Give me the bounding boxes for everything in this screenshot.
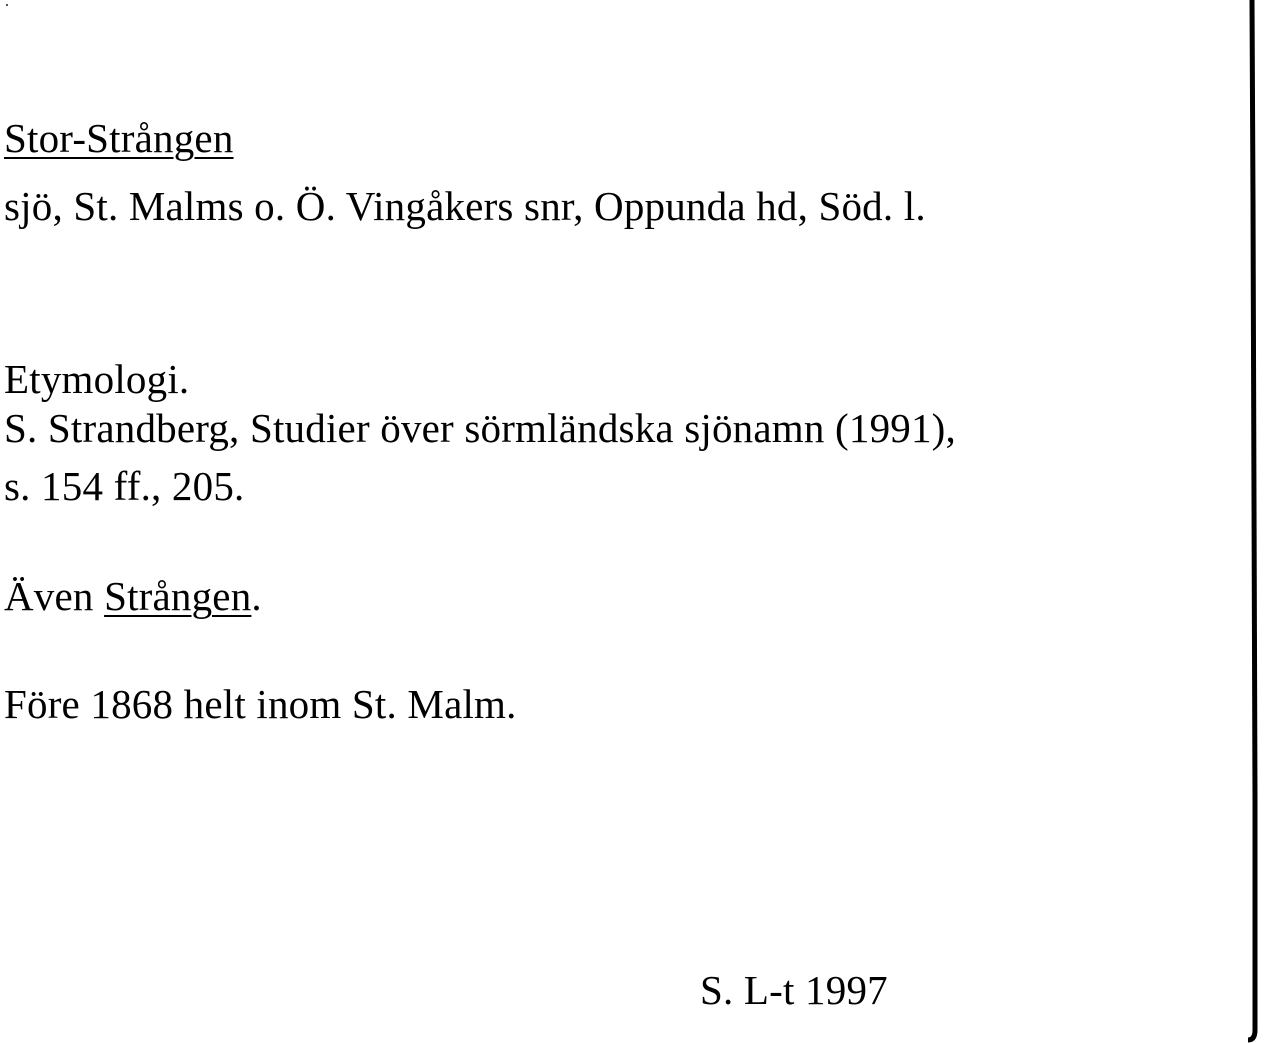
scan-speck (6, 4, 8, 6)
note: Före 1868 helt inom St. Malm. (4, 681, 517, 727)
also-line (4, 572, 262, 620)
reference-line-1: S. Strandberg, Studier över sörmländska sjönamn (1991), (4, 405, 956, 451)
etymology-heading: Etymologi. (4, 356, 190, 402)
signature: S. L-t 1997 (700, 967, 888, 1013)
also-name: Strången (104, 573, 252, 619)
reference-line-2: s. 154 ff., 205. (4, 463, 245, 509)
description: sjö, St. Malms o. Ö. Vingåkers snr, Oppunda hd, Söd. l. (4, 183, 926, 229)
card-edge-line (1248, 0, 1262, 1043)
also-suffix: . (251, 573, 262, 619)
also-prefix: Även (4, 573, 94, 619)
headword: Stor-Strången (4, 115, 234, 161)
headword-line (4, 114, 234, 162)
